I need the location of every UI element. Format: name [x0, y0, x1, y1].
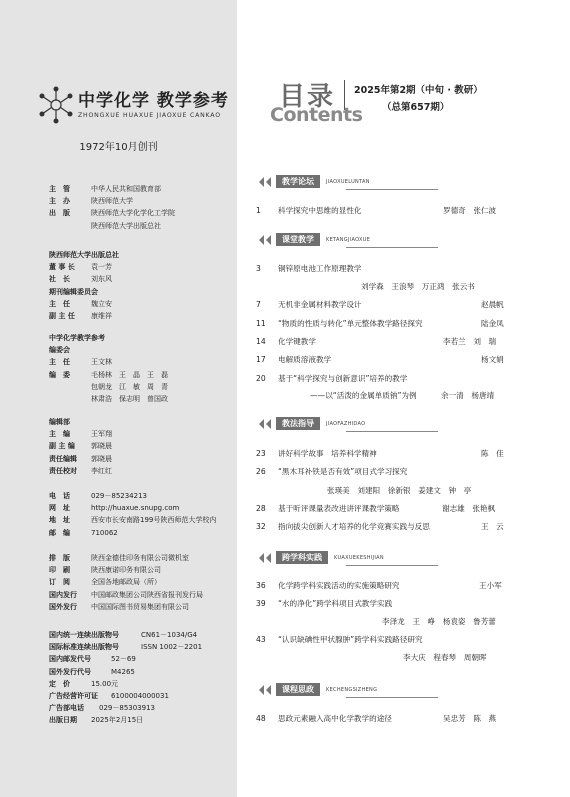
section-header: 教法指导 JIAOFAZHIDAO	[258, 417, 438, 430]
contact-block: 电 话 029－85234213 网 址 http://huaxue.snupg.com 地 址 西安市长安南路199号陕西师范大学校内 邮 编 710062	[49, 492, 217, 537]
toc-authors: 刘学森 王浪琴 万正鸿 张云书	[361, 282, 475, 291]
double-arrow-icon	[258, 235, 276, 245]
distribution-block: 排 版 陕西金德佳印务有限公司微机室 印 刷 陕西康诺印务有限公司 订 阅 全国各地邮政局（所） 国内发行 中国邮政集团公司陕西省报刊发行局 国外发行 中国国际图书贸易集团有限公司	[49, 554, 203, 611]
toc-entry[interactable]: 23 讲好科学故事 培养科学精神	[256, 449, 377, 458]
toc-authors: 陆金凤	[481, 319, 504, 328]
molecule-logo-icon	[36, 85, 76, 125]
toc-entry[interactable]: 43 “认识缺碘性甲状腺肿”跨学科实践路径研究	[256, 635, 423, 644]
toc-entry[interactable]: 48 思政元素融入高中化学教学的途径	[256, 714, 392, 723]
toc-entry[interactable]: 3 铜锌原电池工作原理教学	[256, 264, 362, 273]
toc-authors: 陈 佳	[481, 449, 504, 458]
double-arrow-icon	[258, 419, 276, 429]
toc-entry[interactable]: 14 化学键教学	[256, 337, 316, 346]
section-header: 跨学科实践 KUAXUEKESHIJIAN	[258, 551, 438, 564]
editorial-office-block: 编辑部 主 编 王军翔 副 主 编 郭晓晨 责任编辑 郭晓晨 责任校对 李红红	[49, 418, 112, 475]
toc-entry[interactable]: 39 “水的净化”跨学科项目式教学实践	[256, 599, 393, 608]
toc-entry-subtitle: ——以“活泼的金属单质钠”为例	[310, 391, 417, 400]
contents-title-cn: 目录	[279, 82, 336, 112]
toc-entry[interactable]: 32 指向拔尖创新人才培养的化学竞赛实践与反思	[256, 522, 430, 531]
toc-entry[interactable]: 26 “黑木耳补铁是否有效”项目式学习探究	[256, 467, 408, 476]
toc-entry[interactable]: 20 基于“科学探究与创新意识”培养的教学	[256, 374, 408, 383]
double-arrow-icon	[258, 177, 276, 187]
toc-entry[interactable]: 36 化学跨学科实践活动的实施策略研究	[256, 581, 400, 590]
toc-authors: 王小军	[479, 581, 502, 590]
founded-date: 1972年10月创刊	[79, 142, 158, 153]
toc-authors: 杨文娟	[481, 355, 504, 364]
double-arrow-icon	[258, 685, 276, 695]
toc-entry[interactable]: 1 科学探究中思维的显性化	[256, 206, 362, 215]
editorial-committee-block: 中学化学教学参考 编委会 主 任 王文林 编 委 毛杨林 王 晶 王 磊 包朝龙 江 敏 周 青 林肃浩 保志明 曾国政	[49, 334, 168, 404]
toc-authors: 李泽龙 王 峥 杨袁姿 鲁芳蕾	[382, 617, 496, 626]
toc-entry[interactable]: 17 电解质溶液教学	[256, 355, 332, 364]
toc-authors: 谢志雄 张艳枫	[442, 504, 496, 513]
issue-total: （总第657期）	[382, 102, 450, 113]
toc-authors: 王 云	[481, 522, 504, 531]
toc-authors: 余一清 杨唐靖	[441, 391, 495, 400]
toc-authors: 李若兰 刘 瑞	[443, 337, 497, 346]
journal-name-en: ZHONGXUE HUAXUE JIAOXUE CANKAO	[78, 112, 221, 119]
masthead-panel	[0, 0, 237, 797]
publisher-block: 主 管 中华人民共和国教育部 主 办 陕西师范大学 出 版 陕西师范大学化学化工学院 陕西师范大学出版总社	[49, 185, 175, 230]
section-header: 课堂教学 KETANGJIAOXUE	[258, 233, 438, 246]
section-header: 课程思政 KECHENGSIZHENG	[258, 683, 438, 696]
toc-authors: 赵晨帆	[481, 300, 504, 309]
toc-authors: 罗德奇 张仁波	[443, 206, 497, 215]
toc-authors: 张瑛美 刘建阳 徐新银 姜建文 钟 亭	[327, 486, 472, 495]
double-arrow-icon	[258, 553, 276, 563]
toc-authors: 吴忠芳 陈 燕	[443, 714, 497, 723]
toc-entry[interactable]: 7 无机非金属材料教学设计	[256, 300, 362, 309]
press-block: 陕西师范大学出版总社 董 事 长 袁一芳 社 长 刘东风 期刊编辑委员会 主 任 魏立安 副 主 任 康维祥	[49, 251, 119, 321]
toc-authors: 李大庆 程春琴 周朝晖	[403, 653, 487, 662]
journal-name-cn: 中学化学 教学参考	[78, 91, 229, 111]
toc-entry[interactable]: 28 基于听评课量表改进讲评课教学策略	[256, 504, 400, 513]
registration-block: 国内统一连续出版物号 CN61－1034/G4 国际标准连续出版物号 ISSN 1002－2201 国内邮发代号 52－69 国外发行代号 M4265 定 价 15.00元 广告经营许可证 6100004000031 广告部电话 029－85303913 出版日期 2025年2月15日	[49, 631, 203, 725]
contents-title-en: Contents	[270, 104, 363, 126]
section-header: 教学论坛 JIAOXUELUNTAN	[258, 175, 438, 188]
issue-info: 2025年第2期（中旬 · 教研）	[354, 85, 483, 96]
toc-entry[interactable]: 11 “物质的性质与转化”单元整体教学路径探究	[256, 319, 423, 328]
